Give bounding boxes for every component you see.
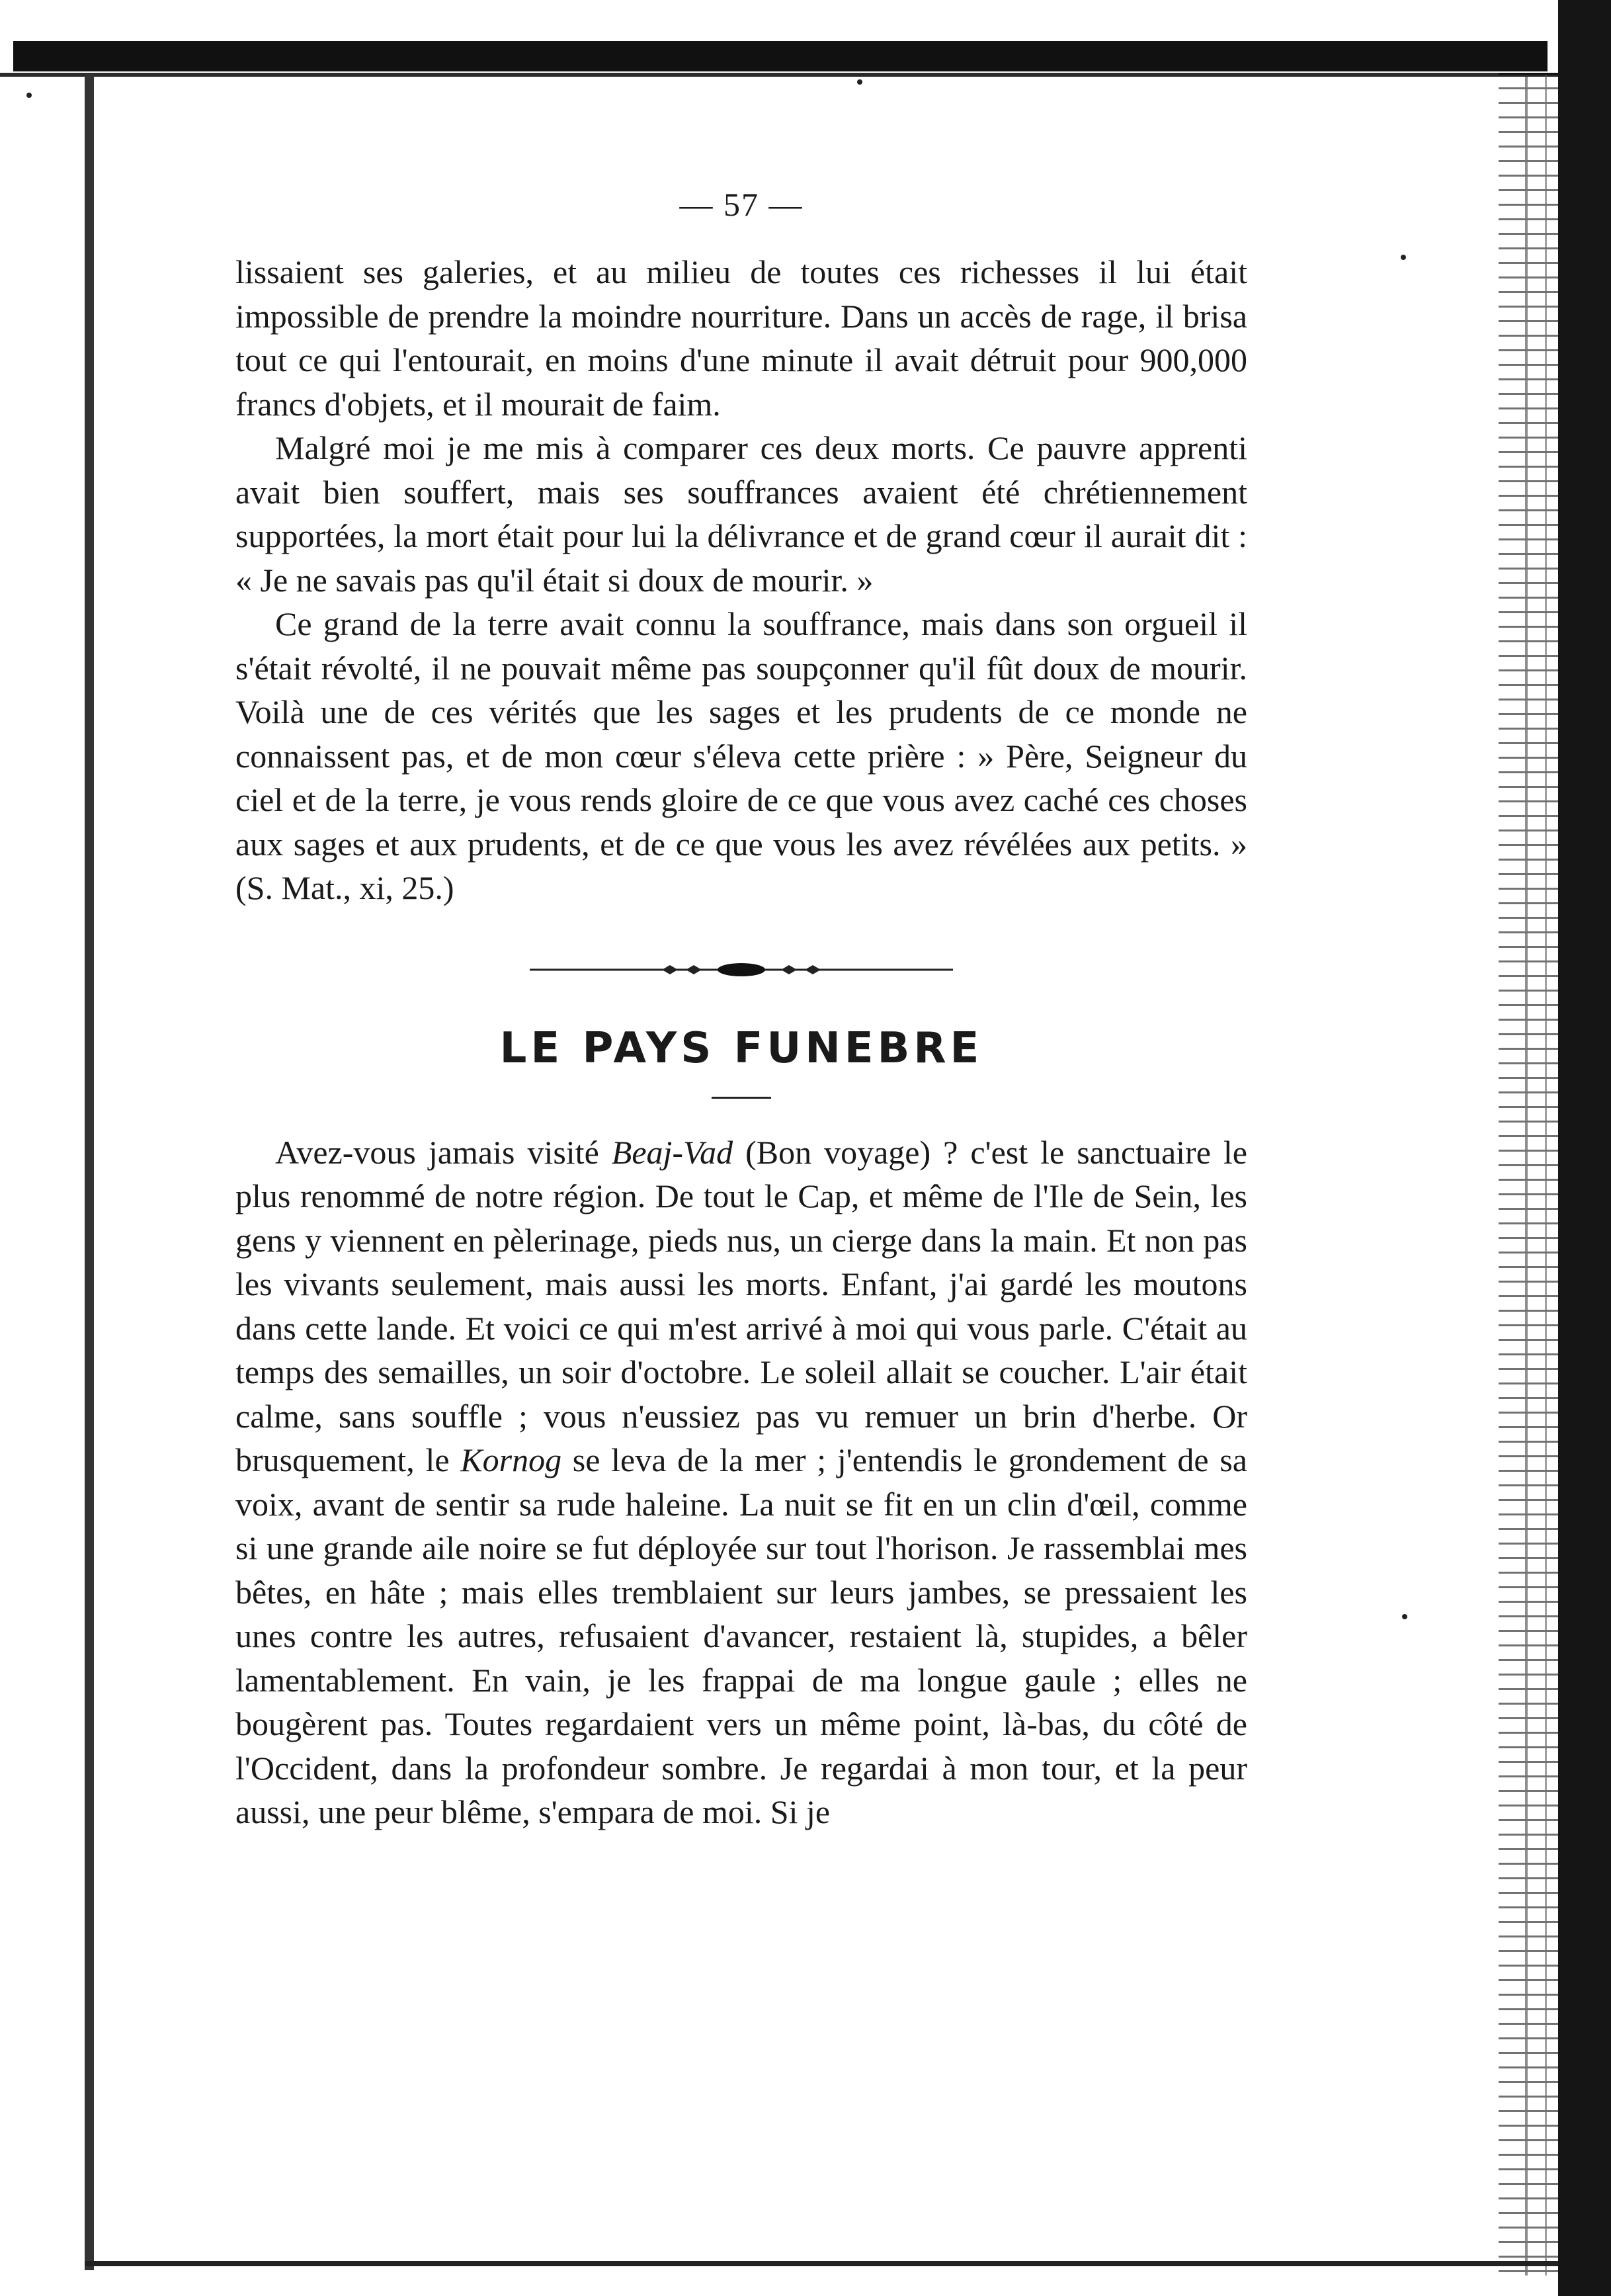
scan-speck: [26, 93, 32, 98]
paragraph: Ce grand de la terre avait connu la souffrance, mais dans son orgueil il s'était révolté, il ne pouvait même pas soupçonner qu'il fût doux de mourir. Voilà une de ces vérités que les sages et les prudents de ce monde ne connaissent pas, et de mon cœur s'éleva cette prière : » Père, Seigneur du ciel et de la terre, je vous rends gloire de ce que vous avez caché ces choses aux sages et aux prudents, et de ce que vous les avez révélées aux petits. » (S. Mat., xi, 25.): [235, 605, 1247, 906]
scan-top-rule: [0, 73, 1611, 77]
scan-top-border: [13, 41, 1548, 71]
scan-right-border: [1558, 0, 1611, 2296]
scan-speck: [857, 79, 862, 85]
paragraph: [235, 1130, 1247, 1834]
scan-speck: [1401, 255, 1406, 260]
place-name: Beaj-Vad: [611, 1133, 733, 1171]
page-content: [235, 165, 1247, 1834]
ornamental-divider: [530, 957, 953, 983]
book-gutter: [1499, 73, 1558, 2275]
page-number: — 57 —: [679, 186, 804, 223]
paragraph: lissaient ses galeries, et au milieu de toutes ces richesses il lui était impossible de prendre la moindre nourriture. Dans un accès de rage, il brisa tout ce qui l'entourait, en moins d'une minute il avait détruit pour 900,000 francs d'objets, et il mourait de faim.: [235, 253, 1247, 423]
scan-speck: [1402, 1614, 1407, 1619]
wind-name: Kornog: [460, 1441, 562, 1478]
paragraph: Malgré moi je me mis à comparer ces deux morts. Ce pauvre apprenti avait bien souffert, mais ses souffrances avaient été chrétiennement supportées, la mort était pour lui la délivrance et de grand cœur il aurait dit : « Je ne savais pas qu'il était si doux de mourir. »: [235, 429, 1247, 599]
title-rule: [712, 1097, 771, 1099]
section-title: LE PAYS FUNEBRE: [499, 1023, 983, 1073]
page-bottom-edge: [85, 2261, 1558, 2266]
text-run: (Bon voyage) ? c'est le sanctuaire le plus renommé de notre région. De tout le Cap, et même de l'Ile de Sein, les gens y viennent en pèlerinage, pieds nus, un cierge dans la main. Et non pas les vivants seulement, mais aussi les morts. Enfant, j'ai gardé les moutons dans cette lande. Et voici ce qui m'est arrivé à moi qui vous parle. C'était au temps des semailles, un soir d'octobre. Le soleil allait se coucher. L'air était calme, sans souffle ; vous n'eussiez pas vu remuer un brin d'herbe. Or brusquement, le: [235, 1133, 1247, 1478]
page-left-edge: [85, 74, 94, 2270]
text-run: Avez-vous jamais visité: [275, 1133, 612, 1171]
text-run: se leva de la mer ; j'entendis le grondement de sa voix, avant de sentir sa rude haleine. La nuit se fit en un clin d'œil, comme si une grande aile noire se fut déployée sur tout l'horison. Je rassemblai mes bêtes, en hâte ; mais elles tremblaient sur leurs jambes, se pressaient les unes contre les autres, refusaient d'avancer, restaient là, stupides, a bêler lamentablement. En vain, je les frappai de ma longue gaule ; elles ne bougèrent pas. Toutes regardaient vers un même point, là-bas, du côté de l'Occident, dans la profondeur sombre. Je regardai à mon tour, et la peur aussi, une peur blême, s'empara de moi. Si je: [235, 1441, 1247, 1830]
scan-top-margin: [0, 0, 1611, 41]
